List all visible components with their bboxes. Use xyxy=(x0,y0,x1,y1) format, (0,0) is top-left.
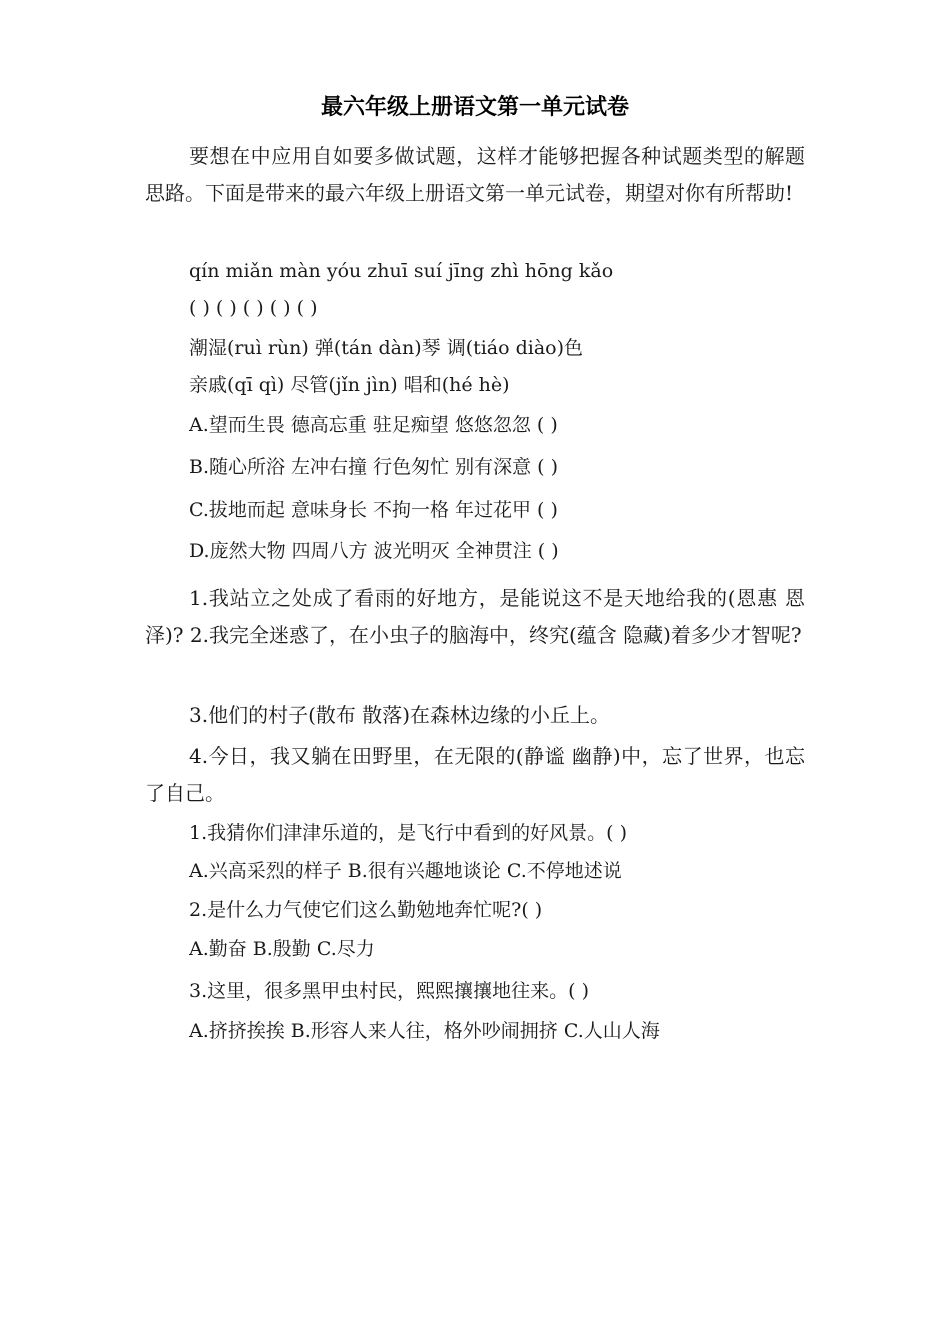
meaning-question-1: 1.我猜你们津津乐道的，是飞行中看到的好风景。( ) xyxy=(189,822,627,844)
meaning-options-3: A.挤挤挨挨 B.形容人来人往，格外吵闹拥挤 C.人山人海 xyxy=(189,1020,660,1042)
idiom-option-c: C.拔地而起 意味身长 不拘一格 年过花甲 ( ) xyxy=(189,499,558,521)
polyphone-line-1: 潮湿(ruì rùn) 弹(tán dàn)琴 调(tiáo diào)色 xyxy=(189,337,584,359)
pinyin-row: qín miǎn màn yóu zhuī suí jīng zhì hōng kǎo xyxy=(189,260,614,282)
answer-blanks-row: ( ) ( ) ( ) ( ) ( ) xyxy=(189,297,318,319)
intro-paragraph: 要想在中应用自如要多做试题，这样才能够把握各种试题类型的解题思路。下面是带来的最六年级上册语文第一单元试卷，期望对你有所帮助! xyxy=(145,144,805,205)
word-choice-3: 3.他们的村子(散布 散落)在森林边缘的小丘上。 xyxy=(189,703,611,727)
meaning-question-3: 3.这里，很多黑甲虫村民，熙熙攘攘地往来。( ) xyxy=(189,980,589,1002)
meaning-options-2: A.勤奋 B.殷勤 C.尽力 xyxy=(189,938,375,960)
idiom-option-a: A.望而生畏 德高忘重 驻足痴望 悠悠忽忽 ( ) xyxy=(189,414,558,436)
meaning-options-1: A.兴高采烈的样子 B.很有兴趣地谈论 C.不停地述说 xyxy=(189,860,622,882)
word-choice-4: 4.今日，我又躺在田野里，在无限的(静谧 幽静)中，忘了世界，也忘了自己。 xyxy=(145,744,805,805)
idiom-option-b: B.随心所浴 左冲右撞 行色匆忙 别有深意 ( ) xyxy=(189,456,559,478)
meaning-question-2: 2.是什么力气使它们这么勤勉地奔忙呢?( ) xyxy=(189,899,543,921)
polyphone-line-2: 亲戚(qī qì) 尽管(jǐn jìn) 唱和(hé hè) xyxy=(189,374,510,396)
page-title: 最六年级上册语文第一单元试卷 xyxy=(320,94,629,120)
idiom-option-d: D.庞然大物 四周八方 波光明灭 全神贯注 ( ) xyxy=(189,540,559,562)
word-choice-1-2: 1.我站立之处成了看雨的好地方，是能说这不是天地给我的(恩惠 恩泽)? 2.我完全迷惑了，在小虫子的脑海中，终究(蕴含 隐藏)着多少才智呢? xyxy=(145,586,805,647)
